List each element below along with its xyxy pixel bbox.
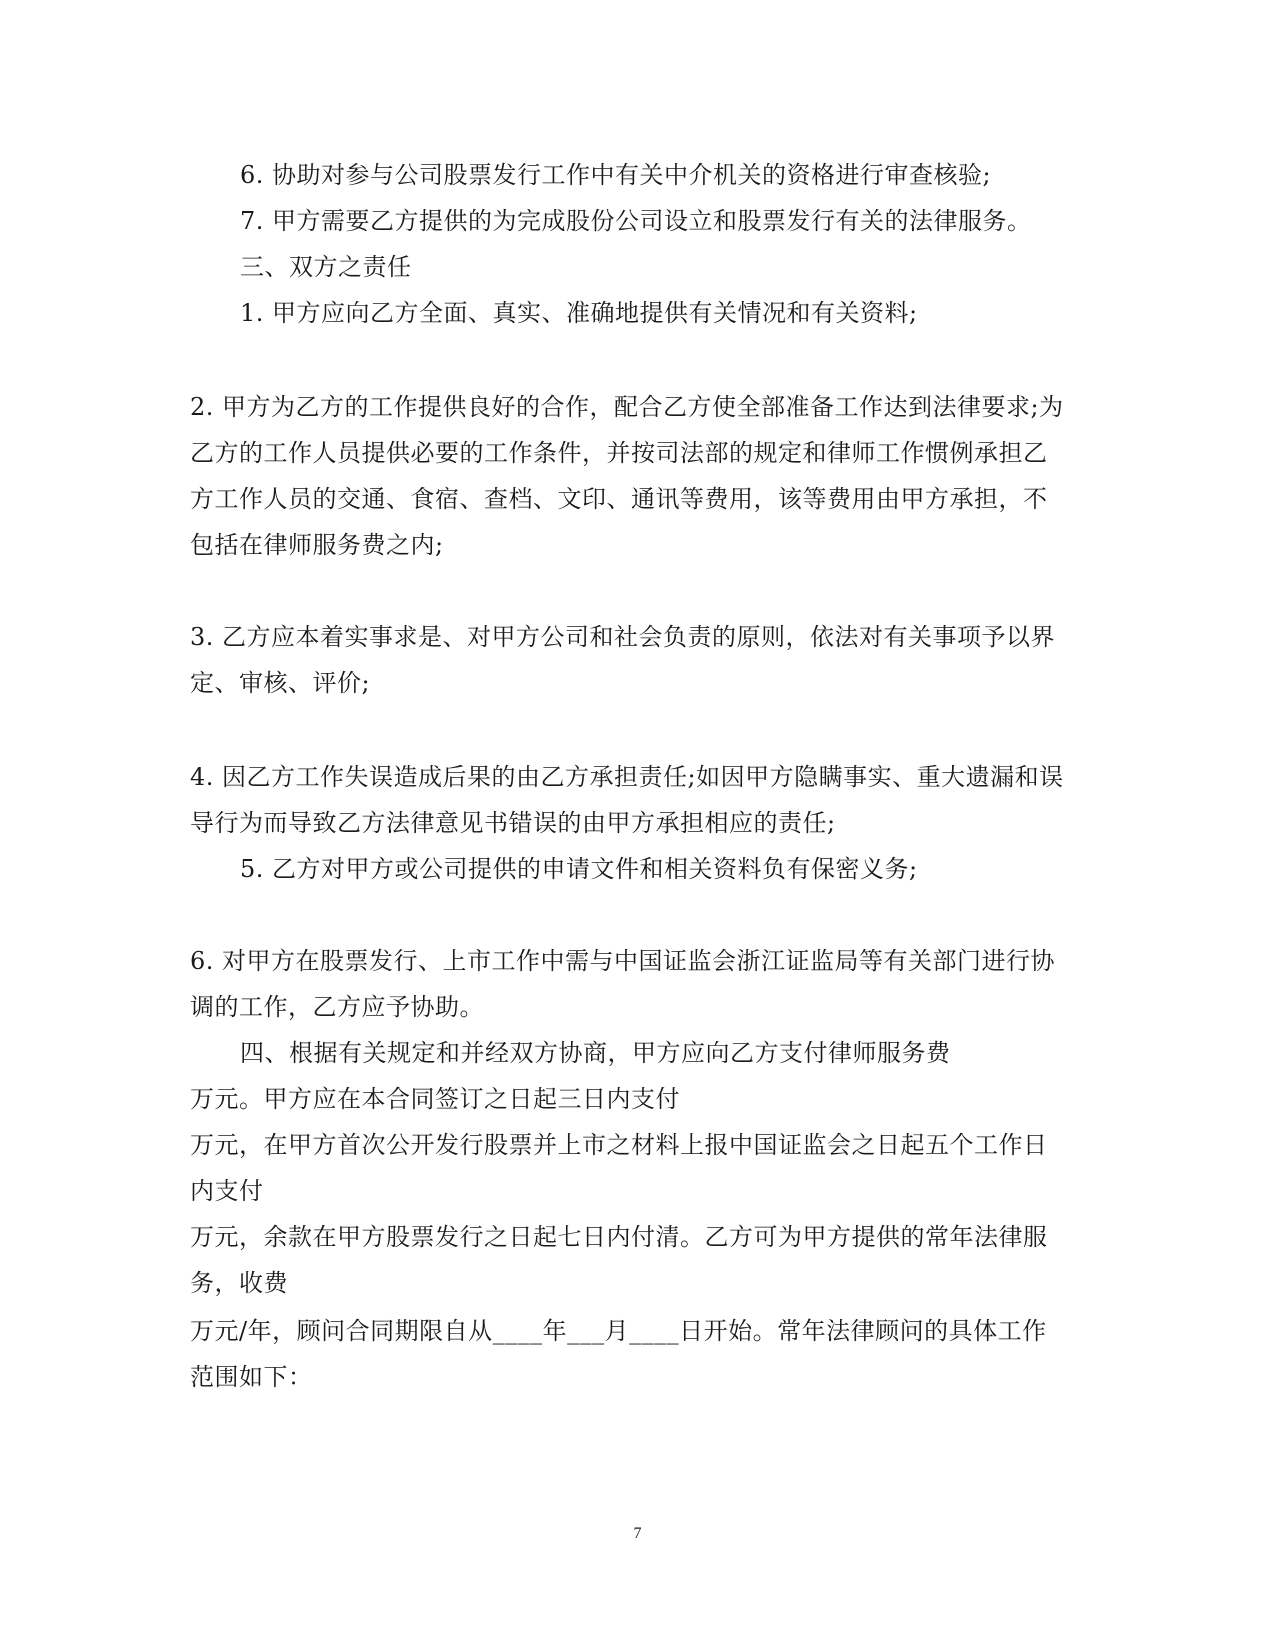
paragraph-line: 万元，在甲方首次公开发行股票并上市之材料上报中国证监会之日起五个工作日 — [190, 1131, 1048, 1159]
paragraph-line: 7. 甲方需要乙方提供的为完成股份公司设立和股票发行有关的法律服务。 — [240, 207, 1032, 235]
paragraph-line: 包括在律师服务费之内; — [190, 531, 444, 559]
paragraph-line: 万元，余款在甲方股票发行之日起七日内付清。乙方可为甲方提供的常年法律服 — [190, 1223, 1048, 1251]
paragraph-line: 2. 甲方为乙方的工作提供良好的合作，配合乙方使全部准备工作达到法律要求;为 — [190, 393, 1064, 421]
paragraph-line: 定、审核、评价; — [190, 669, 371, 697]
paragraph-line: 范围如下： — [190, 1363, 313, 1391]
paragraph-line: 方工作人员的交通、食宿、查档、文印、通讯等费用，该等费用由甲方承担，不 — [190, 485, 1048, 513]
paragraph-line: 6. 对甲方在股票发行、上市工作中需与中国证监会浙江证监局等有关部门进行协 — [190, 947, 1056, 975]
paragraph-line: 1. 甲方应向乙方全面、真实、准确地提供有关情况和有关资料; — [240, 299, 918, 327]
paragraph-line: 调的工作，乙方应予协助。 — [190, 993, 484, 1021]
paragraph-line: 内支付 — [190, 1177, 264, 1205]
paragraph-line: 4. 因乙方工作失误造成后果的由乙方承担责任;如因甲方隐瞒事实、重大遗漏和误 — [190, 763, 1064, 791]
paragraph-line: 导行为而导致乙方法律意见书错误的由甲方承担相应的责任; — [190, 809, 836, 837]
paragraph-line: 万元/年，顾问合同期限自从____年___月____日开始。常年法律顾问的具体工作 — [190, 1317, 1047, 1345]
page-number: 7 — [633, 1525, 642, 1542]
section-heading: 三、双方之责任 — [240, 253, 412, 281]
paragraph-line: 6. 协助对参与公司股票发行工作中有关中介机关的资格进行审查核验; — [240, 161, 992, 189]
section-heading: 四、根据有关规定和并经双方协商，甲方应向乙方支付律师服务费 — [240, 1039, 951, 1067]
paragraph-line: 万元。甲方应在本合同签订之日起三日内支付 — [190, 1085, 680, 1113]
paragraph-line: 5. 乙方对甲方或公司提供的申请文件和相关资料负有保密义务; — [240, 855, 918, 883]
paragraph-line: 乙方的工作人员提供必要的工作条件，并按司法部的规定和律师工作惯例承担乙 — [190, 439, 1048, 467]
paragraph-line: 3. 乙方应本着实事求是、对甲方公司和社会负责的原则，依法对有关事项予以界 — [190, 623, 1056, 651]
paragraph-line: 务，收费 — [190, 1269, 288, 1297]
